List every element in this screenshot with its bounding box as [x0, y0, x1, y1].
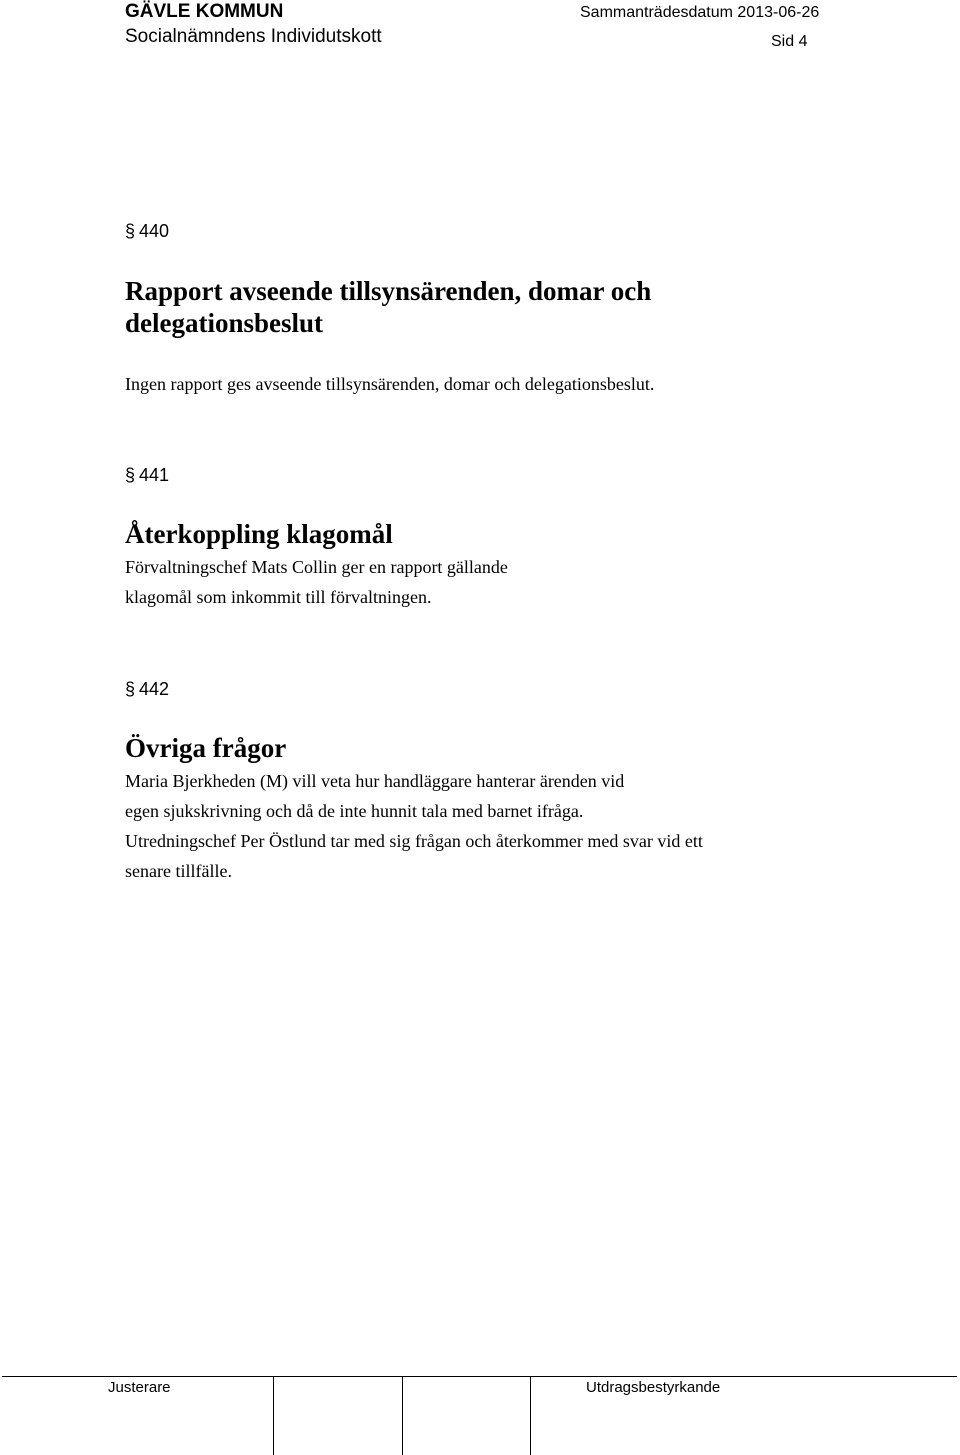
section-440-title: [125, 275, 651, 339]
body-line: egen sjukskrivning och då de inte hunnit tala med barnet ifråga.: [125, 801, 584, 821]
footer-utdrag-label: Utdragsbestyrkande: [586, 1379, 721, 1396]
section-441-body: [125, 552, 825, 612]
section-442-body: [125, 766, 865, 886]
body-line: klagomål som inkommit till förvaltningen.: [125, 587, 432, 607]
footer-cell-divider: [530, 1376, 531, 1455]
organization-name: GÄVLE KOMMUN: [125, 1, 284, 22]
paragraph-number: 440: [139, 221, 170, 241]
body-line: senare tillfälle.: [125, 861, 232, 881]
paragraph-number: 442: [139, 679, 170, 699]
body-line: Förvaltningschef Mats Collin ger en rapport gällande: [125, 557, 508, 577]
footer-cell-divider: [402, 1376, 403, 1455]
body-line: Maria Bjerkheden (M) vill veta hur handläggare hanterar ärenden vid: [125, 771, 625, 791]
section-442-title: Övriga frågor: [125, 733, 287, 763]
paragraph-sign: §: [125, 679, 136, 699]
body-line: Utredningschef Per Östlund tar med sig frågan och återkommer med svar vid ett: [125, 831, 703, 851]
section-442-number: [125, 679, 169, 700]
footer-justerare-label: Justerare: [108, 1379, 171, 1396]
meeting-date: Sammanträdesdatum 2013-06-26: [580, 4, 820, 21]
footer-cell-divider: [273, 1376, 274, 1455]
title-line: Rapport avseende tillsynsärenden, domar och: [125, 276, 652, 306]
title-line: delegationsbeslut: [125, 308, 324, 338]
section-441-number: [125, 465, 169, 486]
paragraph-sign: §: [125, 221, 136, 241]
paragraph-number: 441: [139, 465, 170, 485]
committee-name: Socialnämndens Individutskott: [125, 26, 382, 47]
page-number: Sid 4: [771, 33, 808, 50]
paragraph-sign: §: [125, 465, 136, 485]
section-441-title: Återkoppling klagomål: [125, 519, 393, 549]
section-440-body: Ingen rapport ges avseende tillsynsärenden, domar och delegationsbeslut.: [125, 374, 655, 394]
section-440-number: [125, 221, 169, 242]
footer-divider: [2, 1376, 957, 1377]
